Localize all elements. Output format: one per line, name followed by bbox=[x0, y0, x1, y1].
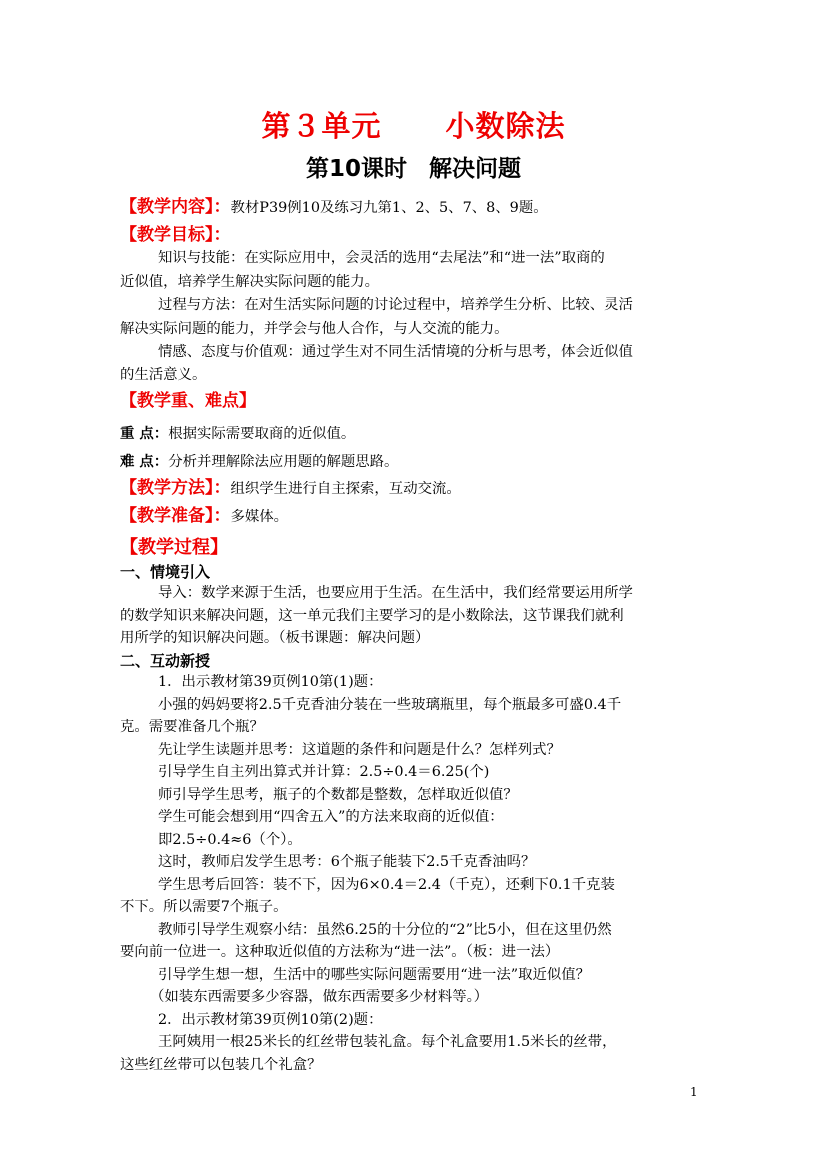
paragraph-line: 学生思考后回答：装不下，因为6×0.4＝2.4（千克），还剩下0.1千克装 bbox=[158, 877, 615, 893]
preparation-text: 多媒体。 bbox=[230, 509, 289, 525]
paragraph-line: 引导学生想一想，生活中的哪些实际问题需要用“进一法”取近似值？ bbox=[158, 967, 591, 983]
lesson-title bbox=[0, 150, 827, 183]
paragraph-line: 2．出示教材第39页例10第(2)题： bbox=[158, 1012, 383, 1028]
method-label: 【教学方法】： bbox=[120, 478, 231, 498]
paragraph-line: 这时，教师启发学生思考：6个瓶子能装下2.5千克香油吗？ bbox=[158, 854, 536, 870]
paragraph-line: 学生可能会想到用“四舍五入”的方法来取商的近似值： bbox=[158, 809, 504, 825]
objectives-heading bbox=[120, 224, 710, 247]
unit-name: 小数除法 bbox=[445, 109, 566, 143]
paragraph-line: 王阿姨用一根25米长的红丝带包装礼盒。每个礼盒要用1.5米长的丝带， bbox=[158, 1034, 617, 1050]
key-points-heading bbox=[120, 390, 710, 413]
preparation-row bbox=[120, 505, 710, 528]
content-text: 教材P39例10及练习九第1、2、5、7、8、9题。 bbox=[230, 200, 548, 216]
lesson-name: 解决问题 bbox=[429, 156, 521, 182]
paragraph-line: 先让学生读题并思考：这道题的条件和问题是什么？怎样列式？ bbox=[158, 742, 561, 758]
paragraph-line: 导入：数学来源于生活，也要应用于生活。在生活中，我们经常要运用所学 bbox=[158, 585, 633, 601]
page-number: 1 bbox=[690, 1085, 698, 1099]
section-title: 二、互动新授 bbox=[120, 652, 211, 670]
paragraph-line: （如装东西需要多少容器，做东西需要多少材料等。） bbox=[150, 989, 489, 1005]
paragraph-line: 用所学的知识解决问题。（板书课题：解决问题） bbox=[120, 630, 430, 646]
unit-number: 第３单元 bbox=[261, 109, 382, 143]
paragraph-line: 的数学知识来解决问题，这一单元我们主要学习的是小数除法，这节课我们就利 bbox=[120, 608, 624, 624]
key-points-label: 【教学重、难点】 bbox=[120, 391, 256, 411]
paragraph-line: 情感、态度与价值观：通过学生对不同生活情境的分析与思考，体会近似值 bbox=[158, 344, 633, 360]
preparation-label: 【教学准备】： bbox=[120, 506, 231, 526]
difficulty-label: 难 点： bbox=[120, 454, 169, 470]
paragraph-line: 要向前一位进一。这种取近似值的方法称为“进一法”。（板：进一法） bbox=[120, 944, 560, 960]
paragraph-line: 1．出示教材第39页例10第(1)题： bbox=[158, 674, 383, 690]
process-heading bbox=[120, 537, 710, 560]
paragraph-line: 师引导学生思考，瓶子的个数都是整数，怎样取近似值？ bbox=[158, 787, 518, 803]
paragraph-line: 近似值，培养学生解决实际问题的能力。 bbox=[120, 274, 380, 290]
paragraph-line: 即2.5÷0.4≈6（个）。 bbox=[158, 832, 302, 848]
section-title: 一、情境引入 bbox=[120, 563, 211, 581]
focus-row bbox=[120, 423, 710, 445]
difficulty-text: 分析并理解除法应用题的解题思路。 bbox=[168, 454, 399, 470]
process-label: 【教学过程】 bbox=[120, 537, 228, 558]
paragraph-line: 这些红丝带可以包装几个礼盒？ bbox=[120, 1057, 322, 1073]
unit-title bbox=[0, 104, 827, 145]
paragraph-line: 知识与技能：在实际应用中，会灵活的选用“去尾法”和“进一法”取商的 bbox=[158, 250, 605, 266]
paragraph-line: 教师引导学生观察小结：虽然6.25的十分位的“2”比5小，但在这里仍然 bbox=[158, 922, 612, 938]
paragraph-line: 不下。所以需要7个瓶子。 bbox=[120, 899, 288, 915]
objectives-label: 【教学目标】： bbox=[120, 225, 231, 245]
content-row bbox=[120, 196, 710, 219]
method-text: 组织学生进行自主探索，互动交流。 bbox=[230, 481, 461, 497]
method-row bbox=[120, 477, 710, 500]
focus-text: 根据实际需要取商的近似值。 bbox=[168, 426, 356, 442]
content-label: 【教学内容】： bbox=[120, 197, 231, 217]
paragraph-line: 引导学生自主列出算式并计算：2.5÷0.4＝6.25(个) bbox=[158, 764, 490, 780]
focus-label: 重 点： bbox=[120, 426, 169, 442]
paragraph-line: 克。需要准备几个瓶？ bbox=[120, 719, 264, 735]
paragraph-line: 过程与方法：在对生活实际问题的讨论过程中，培养学生分析、比较、灵活 bbox=[158, 297, 633, 313]
lesson-number: 第10课时 bbox=[305, 156, 407, 182]
difficulty-row bbox=[120, 451, 710, 473]
paragraph-line: 的生活意义。 bbox=[120, 367, 207, 383]
paragraph-line: 小强的妈妈要将2.5千克香油分装在一些玻璃瓶里，每个瓶最多可盛0.4千 bbox=[158, 697, 622, 713]
paragraph-line: 解决实际问题的能力，并学会与他人合作，与人交流的能力。 bbox=[120, 321, 509, 337]
